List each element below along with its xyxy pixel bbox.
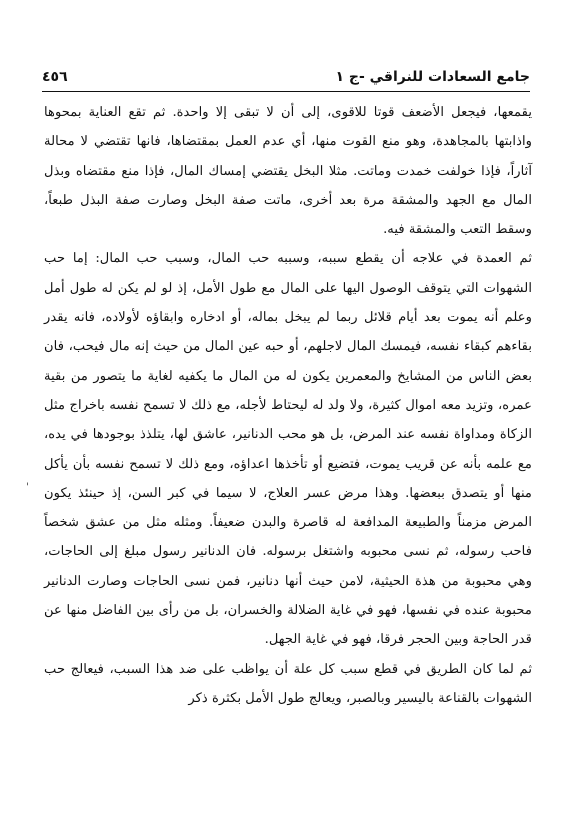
paragraph: ثم العمدة في علاجه أن يقطع سببه، وسببه حب المال، وسبب حب المال: إما حب الشهوات التي يتوقف الوصول اليها على المال مع طول الأمل، إذ لو لم يكن له طول أمل وعلم أنه يموت بعد أيام قلائل ربما لم يبخل بماله، أو ادخاره وابقاؤه لأولاده، فانه يقدر بقاءهم كبقاء نفسه، فيمسك المال لاجلهم، أو حبه عين المال من حيث إنه مال فيحب، فان بعض الناس من المشايخ والمعمرين يكون له من المال ما يكفيه لغاية ما يتصور من بقية عمره، وتزيد معه اموال كثيرة، ولا ولد له ليحتاط لأجله، مع ذلك لا تسمح نفسه باخراج مثل الزكاة ومداواة نفسه عند المرض، بل هو محب الدنانير، عاشق لها، يتلذذ بوجودها في يده، مع علمه بأنه عن قريب يموت، فتضيع أو تأخذها اعداؤه، ومع ذلك لا تسمح نفسه بأن يأكل منها أو يتصدق ببعضها. وهذا مرض عسر العلاج، لا سيما في كبر السن، إذ حينئذ يكون المرض مزمناً والطبيعة المدافعة له قاصرة والبدن ضعيفاً. ومثله مثل من عشق شخصاً فاحب رسوله، ثم نسى محبوبه واشتغل برسوله. فان الدنانير رسول مبلغ إلى الحاجات، وهي محبوبة من هذة الحيثية، لامن حيث أنها دنانير، فمن نسى الحاجات وصارت الدنانير محبوبة عنده في نفسها، فهو في غاية الضلالة والخسران، بل من رأى بين الفاضل منها عن قدر الحاجة وبين الحجر فرقا، فهو في غاية الجهل. bbox=[44, 251, 532, 648]
header-rule bbox=[42, 91, 530, 92]
page-body bbox=[44, 98, 532, 713]
paragraph: ثم لما كان الطريق في قطع سبب كل علة أن يواظب على ضد هذا السبب، فيعالج حب الشهوات بالقناعة باليسير وبالصبر، ويعالج طول الأمل بكثرة ذكر bbox=[44, 661, 532, 706]
running-header bbox=[42, 66, 530, 88]
margin-mark: ' bbox=[26, 482, 29, 493]
book-title: جامع السعادات للنراقي -ج ١ bbox=[335, 69, 530, 85]
page-number: ٤٥٦ bbox=[42, 69, 68, 85]
paragraph: يقمعها، فيجعل الأضعف قوتا للاقوى، إلى أن لا تبقى إلا واحدة. ثم تقع العناية بمحوها واذابتها بالمجاهدة، وهو منع القوت منها، أي عدم العمل بمقتضاها، فانها تقتضي لا محالة آثاراً، فإذا خولفت خمدت وماتت. مثلا البخل يقتضي إمساك المال، فإذا منع مقتضاه وبذل المال مع الجهد والمشقة مرة بعد أخرى، ماتت صفة البخل وصارت صفة البذل طبعاً، وسقط التعب والمشقة فيه. bbox=[44, 105, 532, 238]
